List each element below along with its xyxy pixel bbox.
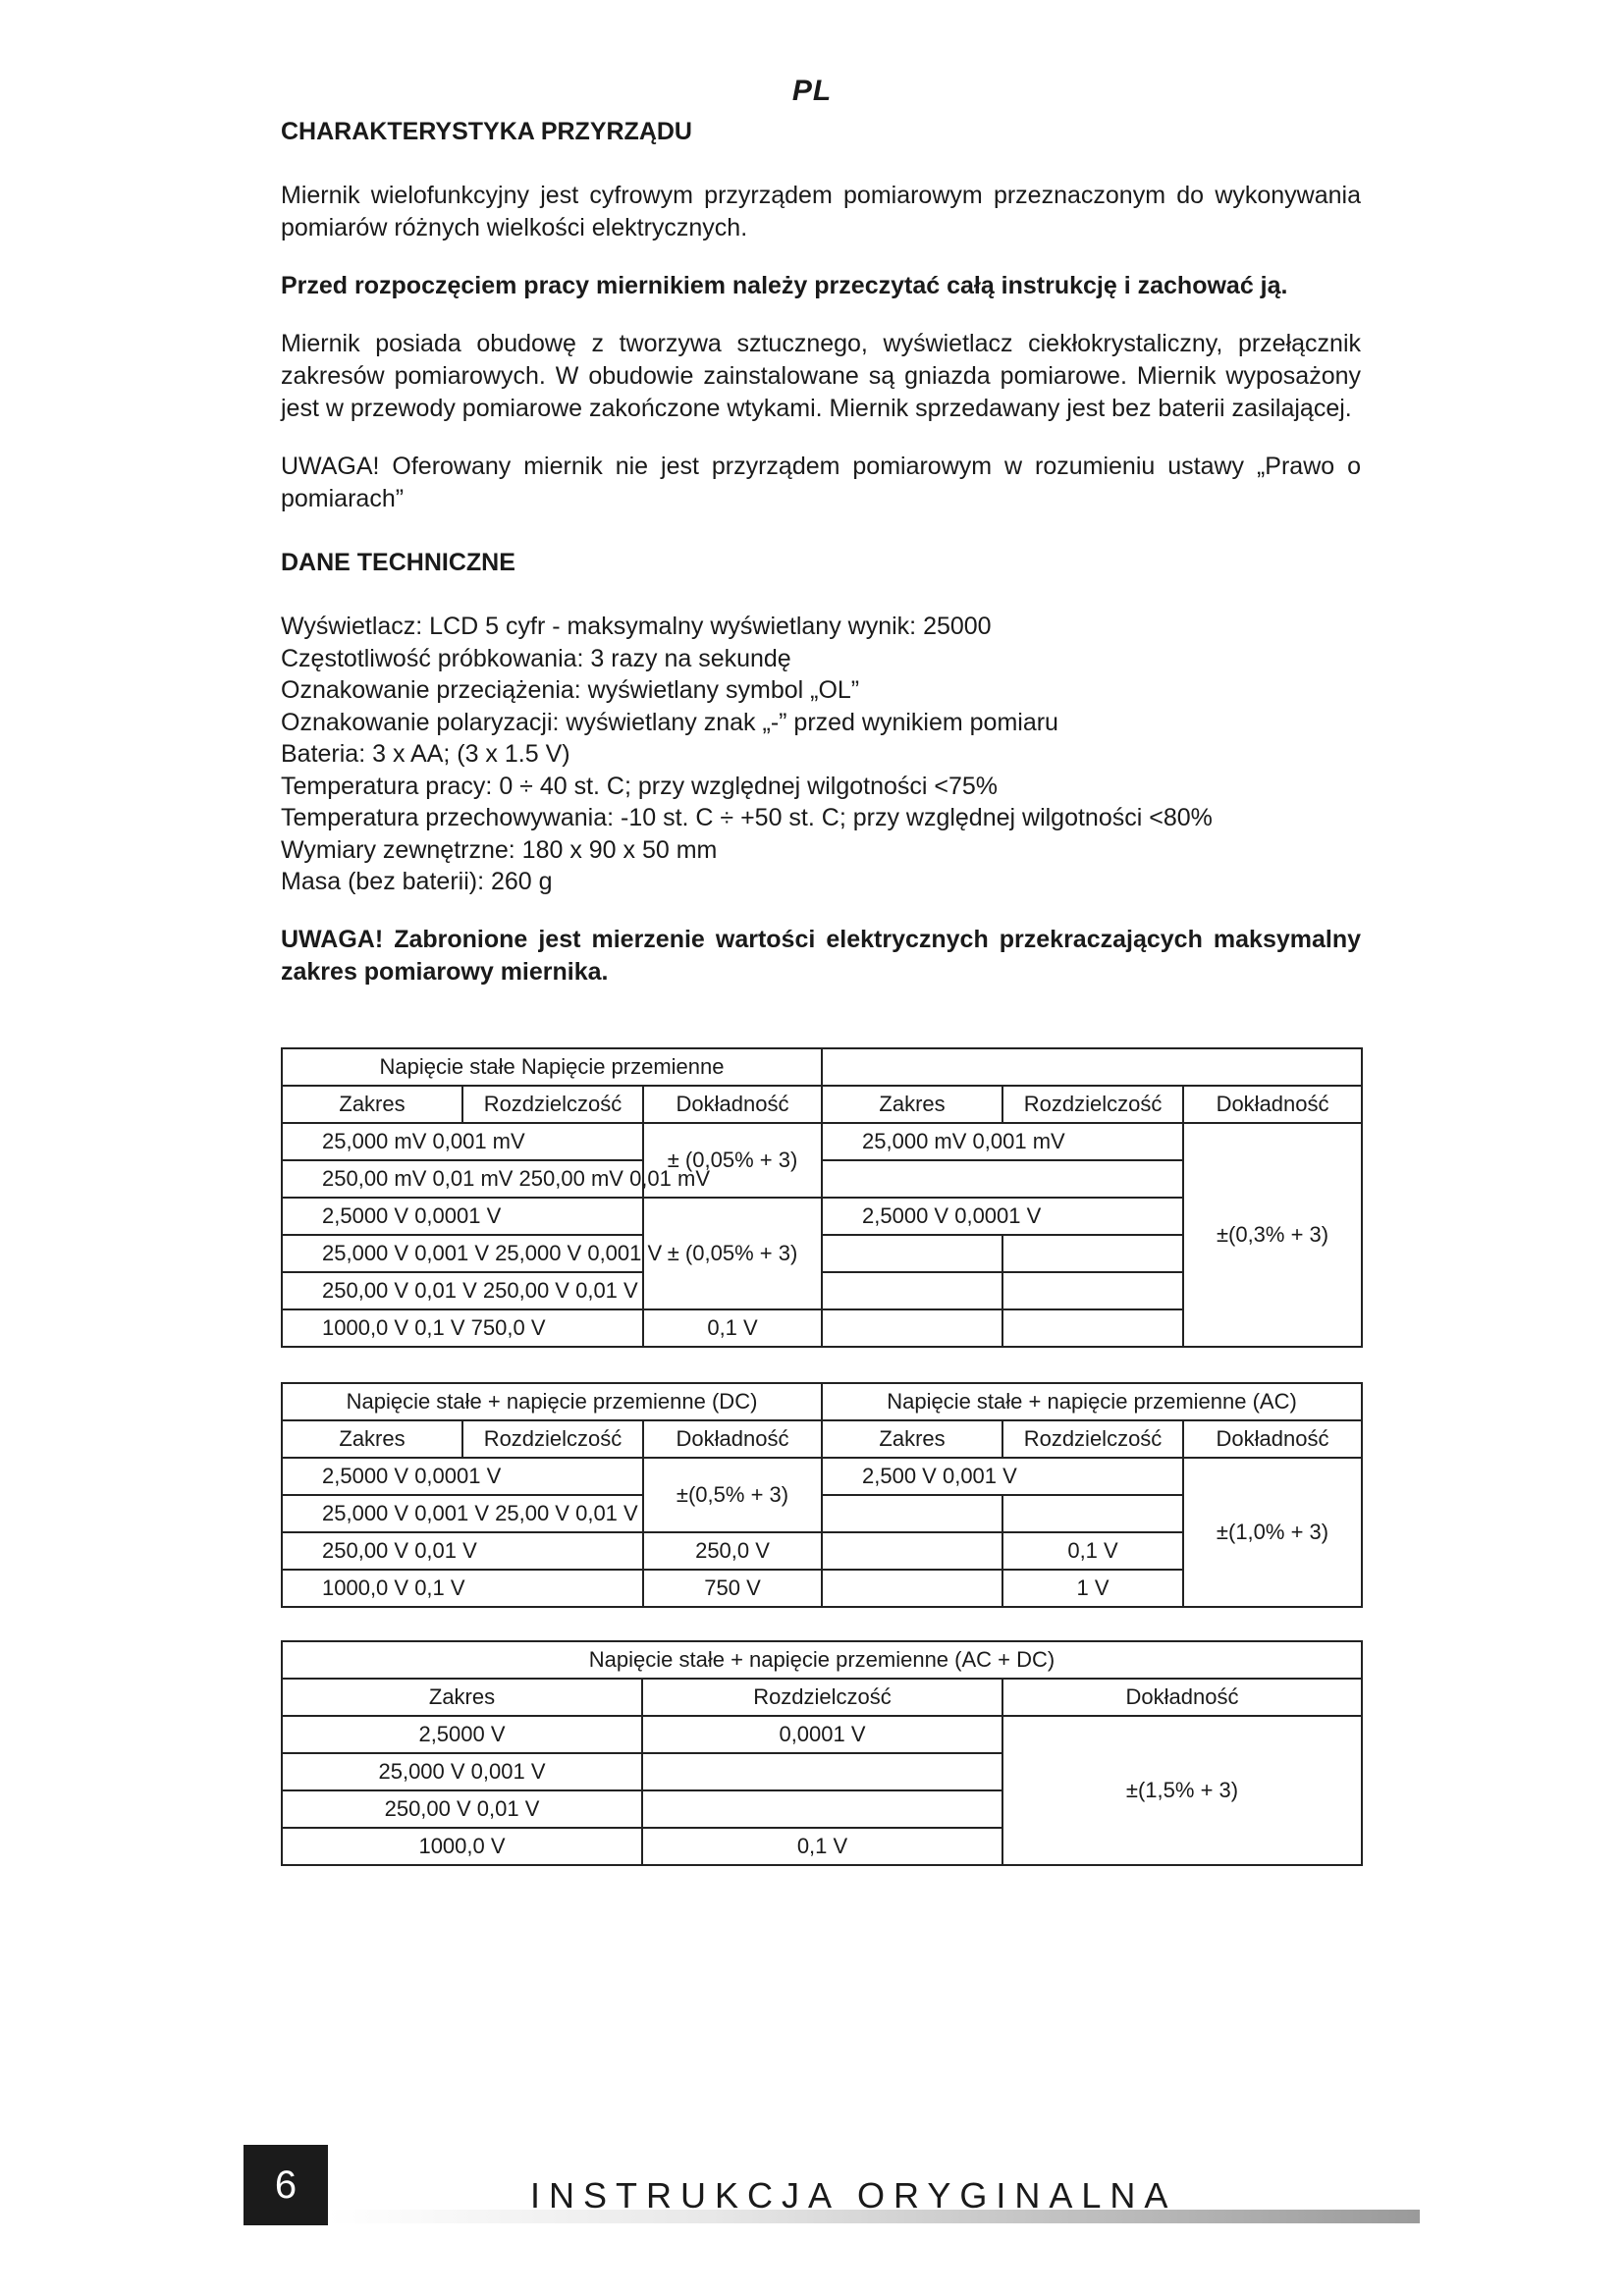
spec-list <box>281 611 1361 898</box>
accuracy-cell: ± (0,05% + 3) <box>643 1198 822 1309</box>
column-header: Rozdzielczość <box>462 1086 643 1123</box>
table-cell: 0,1 V <box>1002 1532 1183 1570</box>
spec-item: Wymiary zewnętrzne: 180 x 90 x 50 mm <box>281 835 718 864</box>
language-code: PL <box>791 75 833 107</box>
table-cell: 2,5000 V 0,0001 V <box>282 1458 643 1495</box>
page-number: 6 <box>244 2145 328 2225</box>
column-header: Zakres <box>822 1086 1002 1123</box>
spec-item: Bateria: 3 x AA; (3 x 1.5 V) <box>281 740 570 768</box>
column-header: Zakres <box>822 1420 1002 1458</box>
table-cell: 0,1 V <box>643 1309 822 1347</box>
table-header: Napięcie stałe Napięcie przemienne <box>282 1048 822 1086</box>
ac-dc-table <box>281 1640 1363 1866</box>
column-header: Rozdzielczość <box>1002 1420 1183 1458</box>
spec-item: Częstotliwość próbkowania: 3 razy na sekundę <box>281 644 791 672</box>
table-cell: 25,000 mV 0,001 mV <box>282 1123 643 1160</box>
column-header: Rozdzielczość <box>1002 1086 1183 1123</box>
column-header: Dokładność <box>1183 1086 1362 1123</box>
main-content <box>281 116 1361 988</box>
column-header: Zakres <box>282 1679 642 1716</box>
table-cell: 250,00 V 0,01 V <box>282 1790 642 1828</box>
table-cell: 750 V <box>643 1570 822 1607</box>
read-instructions-notice: Przed rozpoczęciem pracy miernikiem należy przeczytać całą instrukcję i zachować ją. <box>281 272 1288 299</box>
table-cell: 2,5000 V <box>282 1716 642 1753</box>
accuracy-cell: ±(0,3% + 3) <box>1183 1123 1362 1347</box>
table-cell: 25,000 V 0,001 V 25,000 V 0,001 V <box>282 1235 643 1272</box>
spec-item: Masa (bez baterii): 260 g <box>281 868 553 895</box>
table-cell: 0,1 V <box>642 1828 1002 1865</box>
legal-notice: UWAGA! Oferowany miernik nie jest przyrządem pomiarowym w rozumieniu ustawy „Prawo o pomiarach” <box>281 453 1361 512</box>
max-range-warning: UWAGA! Zabronione jest mierzenie wartości elektrycznych przekraczających maksymalny zakres pomiarowy miernika. <box>281 925 1361 986</box>
spec-item: Wyświetlacz: LCD 5 cyfr - maksymalny wyświetlany wynik: 25000 <box>281 613 992 640</box>
table-cell: 25,000 V 0,001 V 25,00 V 0,01 V <box>282 1495 643 1532</box>
column-header: Dokładność <box>1183 1420 1362 1458</box>
accuracy-cell: ±(0,5% + 3) <box>643 1458 822 1532</box>
spec-item: Oznakowanie przeciążenia: wyświetlany symbol „OL” <box>281 676 860 704</box>
accuracy-cell: ±(1,0% + 3) <box>1183 1458 1362 1607</box>
dc-ac-table <box>281 1382 1363 1608</box>
column-header: Rozdzielczość <box>462 1420 643 1458</box>
section-title-characteristics: CHARAKTERYSTYKA PRZYRZĄDU <box>281 118 692 145</box>
table-cell: 250,0 V <box>643 1532 822 1570</box>
table-cell: 250,00 V 0,01 V 250,00 V 0,01 V <box>282 1272 643 1309</box>
accuracy-cell: ±(1,5% + 3) <box>1002 1716 1362 1865</box>
table-cell: 1 V <box>1002 1570 1183 1607</box>
table-header: Napięcie stałe + napięcie przemienne (AC + DC) <box>282 1641 1362 1679</box>
column-header: Zakres <box>282 1086 462 1123</box>
footer-title: INSTRUKCJA ORYGINALNA <box>530 2175 1177 2216</box>
spec-item: Temperatura pracy: 0 ÷ 40 st. C; przy względnej wilgotności <75% <box>281 772 999 800</box>
column-header: Rozdzielczość <box>642 1679 1002 1716</box>
table-cell: 0,0001 V <box>642 1716 1002 1753</box>
table-cell: 250,00 mV 0,01 mV 250,00 mV 0,01 mV <box>282 1160 643 1198</box>
column-header: Dokładność <box>1002 1679 1362 1716</box>
table-cell: 2,5000 V 0,0001 V <box>282 1198 643 1235</box>
table-header: Napięcie stałe + napięcie przemienne (DC) <box>282 1383 822 1420</box>
description-paragraph: Miernik posiada obudowę z tworzywa sztucznego, wyświetlacz ciekłokrystaliczny, przełącznik zakresów pomiarowych. W obudowie zainstalowane są gniazda pomiarowe. Miernik wyposażony jest w przewody pomiarowe zakończone wtykami. Miernik sprzedawany jest bez baterii zasilającej. <box>281 330 1361 422</box>
table-cell: 2,5000 V 0,0001 V <box>822 1198 1183 1235</box>
table-cell: 25,000 mV 0,001 mV <box>822 1123 1183 1160</box>
table-cell: 250,00 V 0,01 V <box>282 1532 643 1570</box>
column-header: Zakres <box>282 1420 462 1458</box>
table-cell: 1000,0 V 0,1 V <box>282 1570 643 1607</box>
section-title-technical-data: DANE TECHNICZNE <box>281 549 515 576</box>
table-cell: 25,000 V 0,001 V <box>282 1753 642 1790</box>
column-header: Dokładność <box>643 1420 822 1458</box>
accuracy-cell: ± (0,05% + 3) <box>643 1123 822 1198</box>
spec-item: Temperatura przechowywania: -10 st. C ÷ +50 st. C; przy względnej wilgotności <80% <box>281 804 1213 831</box>
table-cell: 2,500 V 0,001 V <box>822 1458 1183 1495</box>
intro-paragraph: Miernik wielofunkcyjny jest cyfrowym przyrządem pomiarowym przeznaczonym do wykonywania pomiarów różnych wielkości elektrycznych. <box>281 182 1361 241</box>
spec-item: Oznakowanie polaryzacji: wyświetlany znak „-” przed wynikiem pomiaru <box>281 708 1058 736</box>
column-header: Dokładność <box>643 1086 822 1123</box>
table-cell: 1000,0 V <box>282 1828 642 1865</box>
voltage-table <box>281 1047 1363 1348</box>
table-header: Napięcie stałe + napięcie przemienne (AC) <box>822 1383 1362 1420</box>
table-cell: 1000,0 V 0,1 V 750,0 V <box>282 1309 643 1347</box>
